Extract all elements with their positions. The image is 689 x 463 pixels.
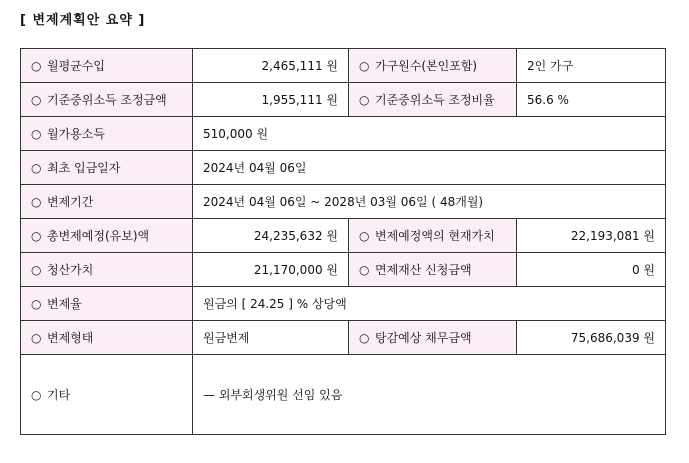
table-row: [21, 321, 666, 355]
table-row: [21, 219, 666, 253]
bullet-icon: ○: [31, 331, 42, 345]
other-label: ○ 기타: [21, 355, 193, 435]
liquidation-value: 21,170,000 원: [193, 253, 349, 287]
repay-rate-value: 원금의 [ 24.25 ] % 상당액: [193, 287, 666, 321]
expected-debt-label: ○ 탕감예상 채무금액: [349, 321, 517, 355]
bullet-icon: ○: [31, 297, 42, 311]
repayment-summary-table: [20, 48, 666, 435]
page-title: [ 변제계획안 요약 ]: [20, 13, 146, 28]
total-repay-label: ○ 총변제예정(유보)액: [21, 219, 193, 253]
bullet-icon: ○: [359, 331, 370, 345]
table-row: [21, 287, 666, 321]
bullet-icon: ○: [359, 229, 370, 243]
bullet-icon: ○: [31, 161, 42, 175]
bullet-icon: ○: [31, 127, 42, 141]
monthly-income-label: ○ 월평균수입: [21, 49, 193, 83]
bullet-icon: ○: [31, 263, 42, 277]
bullet-icon: ○: [31, 229, 42, 243]
liquidation-label: ○ 청산가치: [21, 253, 193, 287]
repay-type-value: 원금변제: [193, 321, 349, 355]
total-repay-value: 24,235,632 원: [193, 219, 349, 253]
table-row: [21, 253, 666, 287]
present-value-label: ○ 변제예정액의 현재가치: [349, 219, 517, 253]
adjusted-ratio-label: ○ 기준중위소득 조정비율: [349, 83, 517, 117]
monthly-income-value: 2,465,111 원: [193, 49, 349, 83]
adjusted-median-label: ○ 기준중위소득 조정금액: [21, 83, 193, 117]
table-row: [21, 185, 666, 219]
expected-debt-value: 75,686,039 원: [517, 321, 666, 355]
household-label: ○ 가구원수(본인포함): [349, 49, 517, 83]
repay-type-label: ○ 변제형태: [21, 321, 193, 355]
table-row: [21, 117, 666, 151]
bullet-icon: ○: [31, 59, 42, 73]
table-row: [21, 355, 666, 435]
adjusted-median-value: 1,955,111 원: [193, 83, 349, 117]
bullet-icon: ○: [31, 195, 42, 209]
bullet-icon: ○: [359, 263, 370, 277]
table-row: [21, 151, 666, 185]
available-income-label: ○ 월가용소득: [21, 117, 193, 151]
repay-period-label: ○ 변제기간: [21, 185, 193, 219]
exempt-property-value: 0 원: [517, 253, 666, 287]
first-payment-value: 2024년 04월 06일: [193, 151, 666, 185]
table-row: [21, 83, 666, 117]
available-income-value: 510,000 원: [193, 117, 666, 151]
bullet-icon: ○: [359, 93, 370, 107]
exempt-property-label: ○ 면제재산 신청금액: [349, 253, 517, 287]
other-value: — 외부회생위원 선임 있음: [193, 355, 666, 435]
table-row: [21, 49, 666, 83]
bullet-icon: ○: [359, 59, 370, 73]
bullet-icon: ○: [31, 388, 42, 402]
repay-period-value: 2024년 04월 06일 ~ 2028년 03월 06일 ( 48개월): [193, 185, 666, 219]
household-value: 2인 가구: [517, 49, 666, 83]
present-value-value: 22,193,081 원: [517, 219, 666, 253]
bullet-icon: ○: [31, 93, 42, 107]
repay-rate-label: ○ 변제율: [21, 287, 193, 321]
first-payment-label: ○ 최초 입금일자: [21, 151, 193, 185]
adjusted-ratio-value: 56.6 %: [517, 83, 666, 117]
